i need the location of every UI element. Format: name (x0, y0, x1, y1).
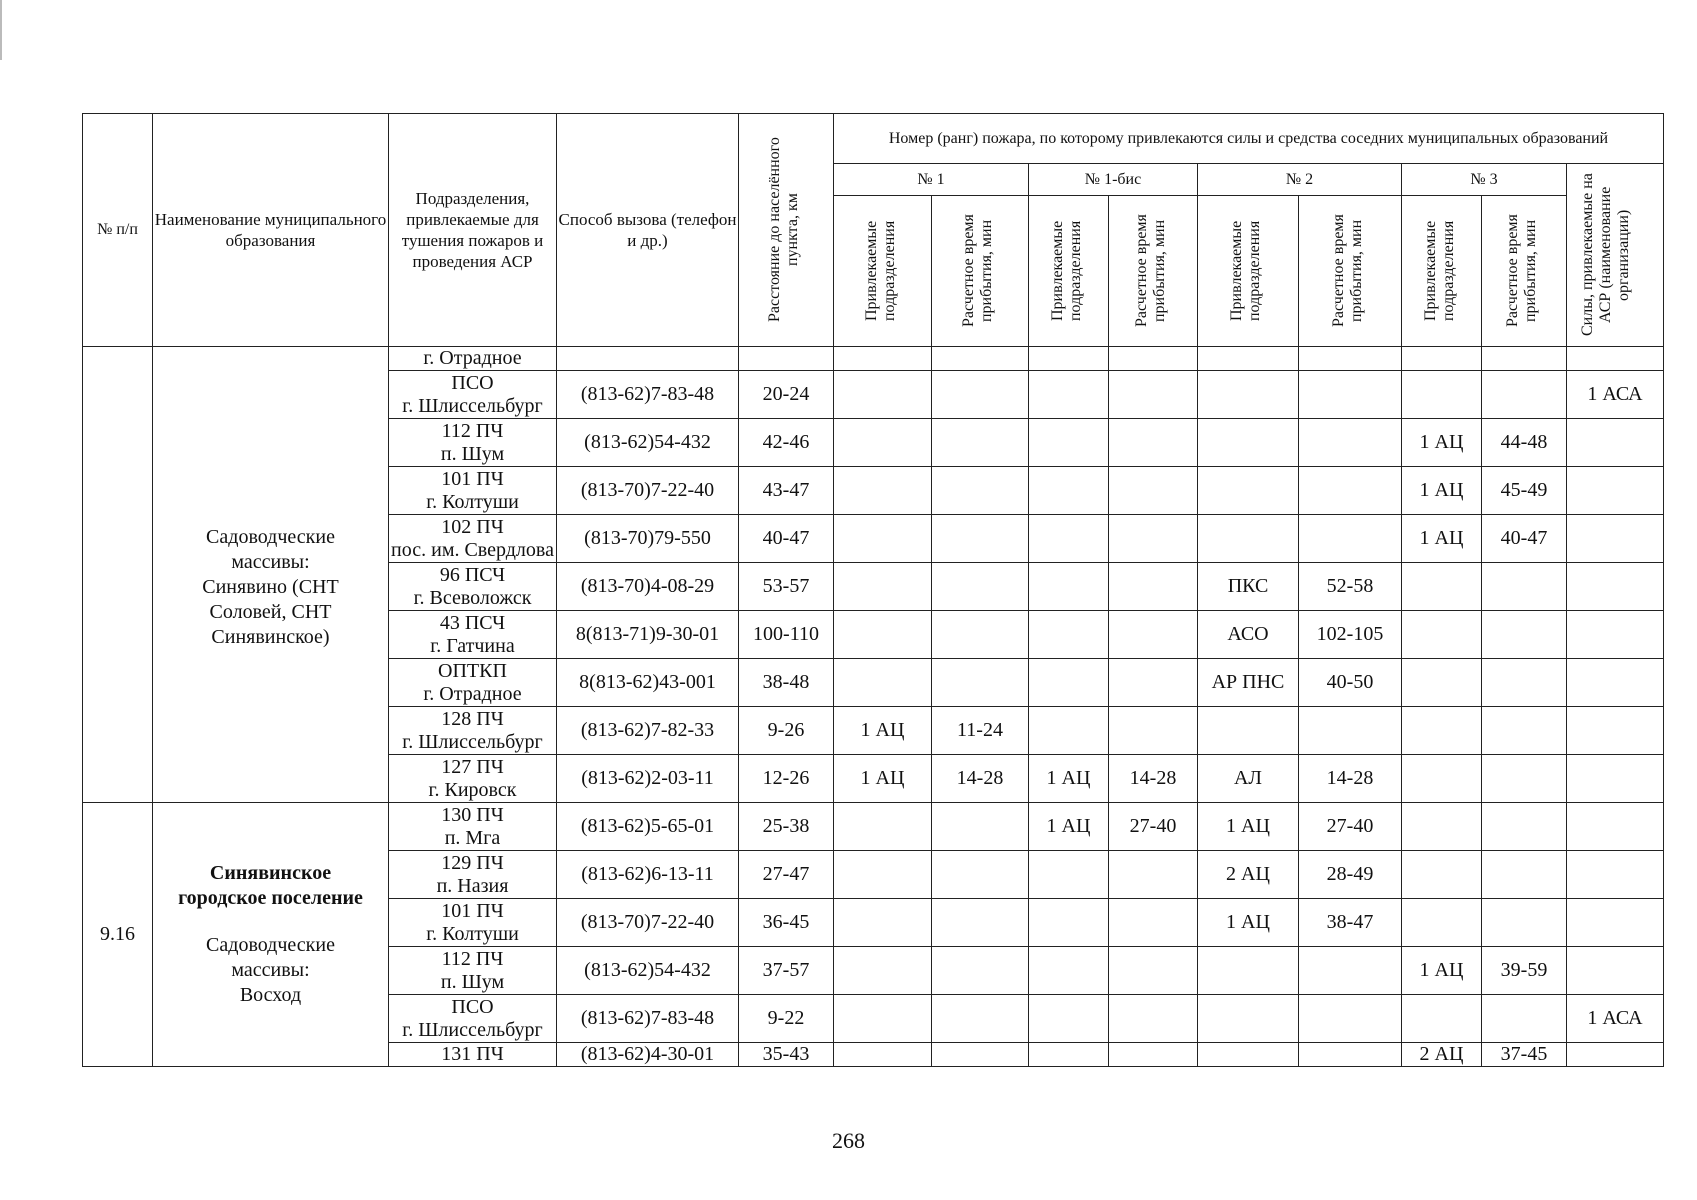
rank1-units-cell (834, 947, 932, 995)
rank1bis-units-cell (1029, 899, 1109, 947)
rank2-units-cell: ПКС (1198, 563, 1299, 611)
rank1-time-cell (932, 851, 1029, 899)
rank3-time-cell: 40-47 (1482, 515, 1567, 563)
rank1bis-time-cell (1109, 515, 1198, 563)
rank3-time-cell (1482, 803, 1567, 851)
rank1bis-units-cell: 1 АЦ (1029, 803, 1109, 851)
rank2-time-cell: 52-58 (1299, 563, 1402, 611)
asr-cell: 1 АСА (1567, 995, 1664, 1043)
asr-cell (1567, 755, 1664, 803)
rank3-units-cell: 1 АЦ (1402, 467, 1482, 515)
rank1-units-cell (834, 851, 932, 899)
empty-cell (1567, 347, 1664, 371)
asr-cell (1567, 947, 1664, 995)
rank3-time-cell (1482, 995, 1567, 1043)
name-line: Соловей, СНТ (209, 601, 332, 623)
rank1bis-time-cell (1109, 707, 1198, 755)
empty-cell (1109, 347, 1198, 371)
rank1-units-cell (834, 611, 932, 659)
unit-line: 101 ПЧ (441, 899, 504, 922)
unit-cell (389, 755, 557, 803)
rank3-units-cell: 1 АЦ (1402, 419, 1482, 467)
unit-line: 101 ПЧ (441, 467, 504, 490)
rank1-time-cell (932, 419, 1029, 467)
header-call: Способ вызова (телефон и др.) (557, 114, 739, 347)
unit-cell (389, 515, 557, 563)
rank1bis-time-cell (1109, 467, 1198, 515)
rank1-units-cell (834, 515, 932, 563)
rank1-time-cell (932, 1043, 1029, 1067)
rank1-units-cell (834, 419, 932, 467)
unit-line: пос. им. Свердлова (391, 538, 554, 561)
unit-line: г. Отрадное (423, 682, 522, 705)
unit-line: г. Шлиссельбург (402, 394, 543, 417)
unit-cell (389, 563, 557, 611)
rank2-time-cell (1299, 467, 1402, 515)
unit-line: г. Всеволожск (413, 586, 532, 609)
rank2-units-cell: 1 АЦ (1198, 803, 1299, 851)
header-r1bis-units: Привлекаемые подразделения (1029, 196, 1109, 347)
header-r1-units: Привлекаемые подразделения (834, 196, 932, 347)
phone-cell: 8(813-62)43-001 (557, 659, 739, 707)
unit-line: 112 ПЧ (441, 947, 504, 970)
rank3-units-cell: 1 АЦ (1402, 515, 1482, 563)
unit-line: 128 ПЧ (441, 707, 504, 730)
empty-cell (1482, 347, 1567, 371)
rank3-time-cell (1482, 563, 1567, 611)
rank2-units-cell: 1 АЦ (1198, 899, 1299, 947)
phone-cell: (813-62)54-432 (557, 419, 739, 467)
phone-cell: (813-62)5-65-01 (557, 803, 739, 851)
header-r3-units: Привлекаемые подразделения (1402, 196, 1482, 347)
empty-cell (932, 347, 1029, 371)
empty-cell (739, 347, 834, 371)
header-asr: Силы, привлекаемые на АСР (наименование организации) (1567, 164, 1664, 347)
empty-cell (1402, 347, 1482, 371)
empty-cell (1198, 347, 1299, 371)
rank2-units-cell (1198, 419, 1299, 467)
unit-line: г. Кировск (428, 778, 517, 801)
rank3-units-cell (1402, 611, 1482, 659)
unit-cell (389, 659, 557, 707)
header-rank-title: Номер (ранг) пожара, по которому привлекаются силы и средства соседних муниципальных образований (834, 114, 1664, 164)
table-header (83, 114, 1664, 347)
rank1-units-cell (834, 1043, 932, 1067)
rank3-time-cell (1482, 611, 1567, 659)
rank1-units-cell (834, 899, 932, 947)
distance-cell: 53-57 (739, 563, 834, 611)
unit-line: 129 ПЧ (441, 851, 504, 874)
rank2-units-cell (1198, 1043, 1299, 1067)
phone-cell: (813-62)7-83-48 (557, 995, 739, 1043)
distance-cell: 100-110 (739, 611, 834, 659)
rank1bis-time-cell (1109, 995, 1198, 1043)
rank1bis-time-cell (1109, 419, 1198, 467)
distance-cell: 40-47 (739, 515, 834, 563)
distance-cell: 36-45 (739, 899, 834, 947)
rank3-units-cell (1402, 371, 1482, 419)
distance-cell: 25-38 (739, 803, 834, 851)
rank3-time-cell: 37-45 (1482, 1043, 1567, 1067)
rank3-units-cell: 1 АЦ (1402, 947, 1482, 995)
rank3-time-cell: 44-48 (1482, 419, 1567, 467)
name-cell (153, 347, 389, 803)
rank2-units-cell (1198, 707, 1299, 755)
asr-cell (1567, 899, 1664, 947)
phone-cell: (813-62)4-30-01 (557, 1043, 739, 1067)
unit-cell (389, 947, 557, 995)
rank1-time-cell (932, 611, 1029, 659)
rank1-time-cell (932, 659, 1029, 707)
unit-cell (389, 899, 557, 947)
unit-cell (389, 1043, 557, 1067)
distance-cell: 27-47 (739, 851, 834, 899)
asr-cell (1567, 467, 1664, 515)
unit-cell: г. Отрадное (389, 347, 557, 371)
rank2-time-cell (1299, 515, 1402, 563)
rank1bis-units-cell (1029, 371, 1109, 419)
unit-line: г. Колтуши (426, 922, 519, 945)
unit-line: 131 ПЧ (441, 1043, 504, 1065)
rank3-units-cell (1402, 803, 1482, 851)
rank1bis-time-cell: 14-28 (1109, 755, 1198, 803)
rank2-units-cell (1198, 995, 1299, 1043)
rank2-time-cell (1299, 707, 1402, 755)
header-name: Наименование муниципального образования (153, 114, 389, 347)
rank1bis-units-cell (1029, 611, 1109, 659)
name-line: Садоводческие (206, 934, 335, 956)
distance-cell: 42-46 (739, 419, 834, 467)
rank2-time-cell: 38-47 (1299, 899, 1402, 947)
rank1-time-cell (932, 515, 1029, 563)
scan-edge-mark (0, 0, 2, 60)
rank2-units-cell (1198, 515, 1299, 563)
asr-cell (1567, 1043, 1664, 1067)
rank2-time-cell (1299, 947, 1402, 995)
header-rank-2: № 2 (1198, 164, 1402, 196)
rank1-time-cell (932, 947, 1029, 995)
rank2-time-cell: 14-28 (1299, 755, 1402, 803)
unit-line: 130 ПЧ (441, 803, 504, 826)
unit-cell (389, 995, 557, 1043)
rank1-units-cell (834, 371, 932, 419)
rank1bis-time-cell (1109, 1043, 1198, 1067)
asr-cell (1567, 851, 1664, 899)
rank1bis-time-cell: 27-40 (1109, 803, 1198, 851)
rank1bis-time-cell (1109, 899, 1198, 947)
unit-line: 102 ПЧ (441, 515, 504, 538)
phone-cell: (813-70)7-22-40 (557, 467, 739, 515)
asr-cell (1567, 803, 1664, 851)
name-line: Восход (239, 984, 302, 1006)
rank3-time-cell (1482, 755, 1567, 803)
rank1bis-time-cell (1109, 563, 1198, 611)
asr-cell (1567, 659, 1664, 707)
unit-cell (389, 851, 557, 899)
rank2-units-cell (1198, 371, 1299, 419)
rank1-time-cell (932, 995, 1029, 1043)
asr-cell: 1 АСА (1567, 371, 1664, 419)
rank1-time-cell (932, 467, 1029, 515)
rank2-time-cell: 102-105 (1299, 611, 1402, 659)
rank3-time-cell: 39-59 (1482, 947, 1567, 995)
distance-cell: 9-22 (739, 995, 834, 1043)
rank1-units-cell (834, 563, 932, 611)
rank3-units-cell (1402, 659, 1482, 707)
rank3-time-cell (1482, 899, 1567, 947)
unit-cell (389, 611, 557, 659)
rank1bis-units-cell (1029, 419, 1109, 467)
empty-cell (557, 347, 739, 371)
rank3-time-cell (1482, 371, 1567, 419)
unit-line: п. Шум (440, 970, 505, 993)
rank1-time-cell (932, 803, 1029, 851)
rank2-time-cell: 27-40 (1299, 803, 1402, 851)
rank1-units-cell: 1 АЦ (834, 707, 932, 755)
asr-cell (1567, 707, 1664, 755)
table-body (83, 347, 1664, 1067)
rank3-units-cell (1402, 755, 1482, 803)
rank1bis-time-cell (1109, 659, 1198, 707)
rank1bis-time-cell (1109, 851, 1198, 899)
phone-cell: (813-62)7-82-33 (557, 707, 739, 755)
rank3-units-cell (1402, 563, 1482, 611)
num-cell: 9.16 (83, 803, 153, 1067)
phone-cell: (813-62)2-03-11 (557, 755, 739, 803)
unit-cell (389, 707, 557, 755)
rank2-units-cell: АЛ (1198, 755, 1299, 803)
name-line: Синявинское) (211, 626, 330, 648)
rank3-units-cell (1402, 707, 1482, 755)
rank1-units-cell: 1 АЦ (834, 755, 932, 803)
rank1bis-units-cell (1029, 563, 1109, 611)
table-row (83, 347, 1664, 371)
header-r2-units: Привлекаемые подразделения (1198, 196, 1299, 347)
rank3-time-cell (1482, 707, 1567, 755)
rank3-units-cell (1402, 851, 1482, 899)
header-rank-1bis: № 1-бис (1029, 164, 1198, 196)
header-r1bis-time: Расчетное время прибытия, мин (1109, 196, 1198, 347)
unit-cell (389, 467, 557, 515)
rank1bis-units-cell (1029, 1043, 1109, 1067)
unit-line: 112 ПЧ (441, 419, 504, 442)
rank1-time-cell (932, 899, 1029, 947)
unit-line: п. Назия (436, 874, 509, 897)
phone-cell: (813-62)6-13-11 (557, 851, 739, 899)
rank1bis-time-cell (1109, 371, 1198, 419)
num-cell (83, 347, 153, 803)
rank1bis-units-cell (1029, 947, 1109, 995)
header-r3-time: Расчетное время прибытия, мин (1482, 196, 1567, 347)
header-units: Подразделения, привлекаемые для тушения пожаров и проведения АСР (389, 114, 557, 347)
rank2-units-cell (1198, 947, 1299, 995)
distance-cell: 9-26 (739, 707, 834, 755)
unit-line: ОПТКП (438, 659, 507, 682)
asr-cell (1567, 419, 1664, 467)
asr-cell (1567, 611, 1664, 659)
rank2-units-cell (1198, 467, 1299, 515)
distance-cell: 38-48 (739, 659, 834, 707)
phone-cell: (813-62)54-432 (557, 947, 739, 995)
spacer (153, 911, 388, 933)
rank3-units-cell (1402, 899, 1482, 947)
rank1bis-units-cell (1029, 707, 1109, 755)
distance-cell: 43-47 (739, 467, 834, 515)
rank1bis-units-cell (1029, 995, 1109, 1043)
rank2-time-cell (1299, 995, 1402, 1043)
unit-cell (389, 419, 557, 467)
table-row (83, 803, 1664, 851)
rank2-time-cell (1299, 419, 1402, 467)
unit-line: г. Колтуши (426, 490, 519, 513)
header-distance: Расстояние до населённого пункта, км (739, 114, 834, 347)
name-line: массивы: (231, 551, 310, 573)
unit-line: 96 ПСЧ (439, 563, 506, 586)
page-number: 268 (832, 1128, 865, 1153)
distance-cell: 12-26 (739, 755, 834, 803)
phone-cell: (813-70)7-22-40 (557, 899, 739, 947)
rank1bis-units-cell: 1 АЦ (1029, 755, 1109, 803)
header-r2-time: Расчетное время прибытия, мин (1299, 196, 1402, 347)
rank2-time-cell: 40-50 (1299, 659, 1402, 707)
name-cell (153, 803, 389, 1067)
rank3-time-cell (1482, 659, 1567, 707)
rank2-time-cell (1299, 1043, 1402, 1067)
asr-cell (1567, 563, 1664, 611)
rank1-time-cell (932, 371, 1029, 419)
header-r1-time: Расчетное время прибытия, мин (932, 196, 1029, 347)
unit-cell (389, 371, 557, 419)
phone-cell: (813-70)79-550 (557, 515, 739, 563)
distance-cell: 35-43 (739, 1043, 834, 1067)
rank2-units-cell: АСО (1198, 611, 1299, 659)
rank3-time-cell: 45-49 (1482, 467, 1567, 515)
unit-line: п. Мга (444, 826, 501, 849)
phone-cell: 8(813-71)9-30-01 (557, 611, 739, 659)
rank1-time-cell: 11-24 (932, 707, 1029, 755)
name-line: Синявино (СНТ (202, 576, 339, 598)
distance-cell: 20-24 (739, 371, 834, 419)
rank1bis-time-cell (1109, 611, 1198, 659)
unit-line: п. Шум (440, 442, 505, 465)
name-line: массивы: (231, 959, 310, 981)
header-num: № п/п (83, 114, 153, 347)
empty-cell (834, 347, 932, 371)
header-rank-3: № 3 (1402, 164, 1567, 196)
rank1-units-cell (834, 467, 932, 515)
unit-line: г. Шлиссельбург (402, 1018, 543, 1041)
rank2-time-cell (1299, 371, 1402, 419)
unit-line: г. Шлиссельбург (402, 730, 543, 753)
rank1-time-cell (932, 563, 1029, 611)
rank1-units-cell (834, 803, 932, 851)
rank1bis-units-cell (1029, 851, 1109, 899)
rank2-units-cell: АР ПНС (1198, 659, 1299, 707)
rank1bis-units-cell (1029, 467, 1109, 515)
rank2-time-cell: 28-49 (1299, 851, 1402, 899)
rank2-units-cell: 2 АЦ (1198, 851, 1299, 899)
settlement-title-line: городское поселение (178, 887, 363, 909)
unit-line: ПСО (451, 371, 494, 394)
rank1-units-cell (834, 995, 932, 1043)
distance-cell: 37-57 (739, 947, 834, 995)
unit-cell (389, 803, 557, 851)
rank1-units-cell (834, 659, 932, 707)
empty-cell (1299, 347, 1402, 371)
unit-line: 43 ПСЧ (439, 611, 506, 634)
settlement-title-line: Синявинское (209, 862, 332, 884)
rank1bis-time-cell (1109, 947, 1198, 995)
fire-rank-table (82, 113, 1664, 1067)
rank3-time-cell (1482, 851, 1567, 899)
rank3-units-cell (1402, 995, 1482, 1043)
unit-line: г. Гатчина (430, 634, 515, 657)
phone-cell: (813-62)7-83-48 (557, 371, 739, 419)
rank1bis-units-cell (1029, 515, 1109, 563)
name-line: Садоводческие (206, 526, 335, 548)
unit-line: 127 ПЧ (441, 755, 504, 778)
rank3-units-cell: 2 АЦ (1402, 1043, 1482, 1067)
phone-cell: (813-70)4-08-29 (557, 563, 739, 611)
asr-cell (1567, 515, 1664, 563)
rank1-time-cell: 14-28 (932, 755, 1029, 803)
rank1bis-units-cell (1029, 659, 1109, 707)
empty-cell (1029, 347, 1109, 371)
unit-line: ПСО (451, 995, 494, 1018)
header-rank-1: № 1 (834, 164, 1029, 196)
